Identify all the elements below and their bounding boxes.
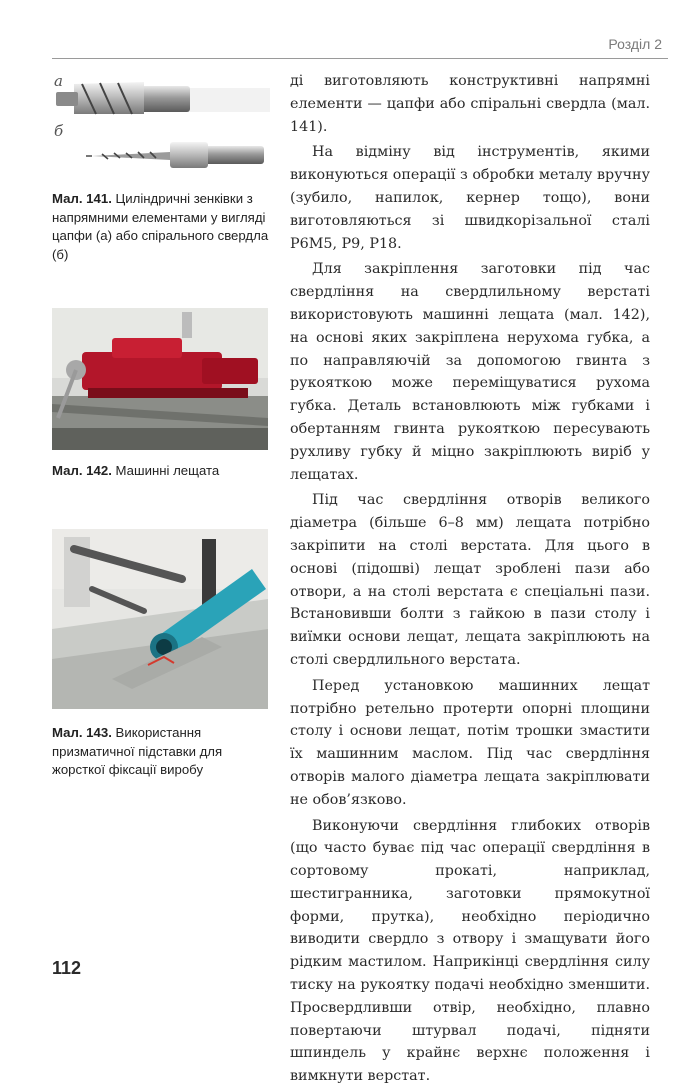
figure-141-countersink-b xyxy=(52,136,272,176)
figure-141-label-a: а xyxy=(54,72,63,90)
paragraph: Під час свердління отворів великого діаметра (більше 6–8 мм) лещата потрібно закріпити на столі верстата. Для цього в основі (підошві) лещат зроблені пази або отвори, а на столі верстата є спеціальні пази. Встановивши болти з гайкою в пази столу і виїмки основи лещат, лещата закріплюють на столі свердлильного верстата. xyxy=(290,492,650,668)
figure-142-caption-number: Мал. 142. xyxy=(52,463,112,478)
figure-141-caption-number: Мал. 141. xyxy=(52,191,112,206)
paragraph: Для закріплення заготовки під час свердління на свердлильному верстаті використовують машинні лещата (мал. 142), на основі яких закріплена нерухома губка, а по направляючій за допомогою гвинта з рукояткою може переміщуватися рухома губка. Деталь встановлюють між губками і обертанням гвинта рукояткою пересувають рухливу губку й міцно закріплюють виріб у лещатах. xyxy=(290,261,650,483)
figure-143-caption xyxy=(52,724,272,780)
figure-142-caption xyxy=(52,462,272,481)
main-text-column xyxy=(290,70,650,1091)
figure-143-caption-text: Використання призматичної підставки для жорсткої фіксації виробу xyxy=(52,725,223,777)
header-rule xyxy=(52,58,668,59)
paragraph: ді виготовляють конструктивні напрямні елементи — цапфи або спіральні свердла (мал. 141). xyxy=(290,73,650,135)
section-label: Розділ 2 xyxy=(608,36,662,52)
paragraph: На відміну від інструментів, якими виконуються операції з обробки металу вручну (зубило, напилок, кернер тощо), вони виготовляються зі швидкорізальної сталі Р6М5, Р9, Р18. xyxy=(290,144,650,252)
page-number: 112 xyxy=(52,958,82,978)
figure-143-prismatic-support-photo xyxy=(52,529,268,709)
figure-143-caption-number: Мал. 143. xyxy=(52,725,112,740)
figure-141-countersink-a xyxy=(52,78,272,120)
figure-142-caption-text: Машинні лещата xyxy=(115,463,220,478)
figure-141-label-b: б xyxy=(54,122,64,140)
figure-141-caption xyxy=(52,190,272,264)
figure-141-caption-text: Циліндричні зенківки з напрямними елементами у вигляді цапфи (а) або спірального свердла (б) xyxy=(52,191,269,262)
figure-142-machine-vise-photo xyxy=(52,308,268,450)
paragraph: Перед установкою машинних лещат потрібно ретельно протерти опорні площини столу і основи лещат, потім трошки змастити їх машинним маслом. Під час свердління отворів малого діаметра лещата закріплювати не обов’язково. xyxy=(290,677,650,808)
paragraph: Виконуючи свердління глибоких отворів (що часто буває під час операції свердління в сортовому прокаті, наприклад, шестигранника, заготовки прямокутної форми, прутка), необхідно періодично виводити свердло з отвору і змащувати його рідким мастилом. Наприкінці свердління силу тиску на рукоятку подачі необхідно зменшити. Просвердливши отвір, необхідно, плавно повертаючи штурвал подачі, підняти шпиндель у крайнє верхнє положення і вимкнути верстат. xyxy=(290,817,650,1085)
